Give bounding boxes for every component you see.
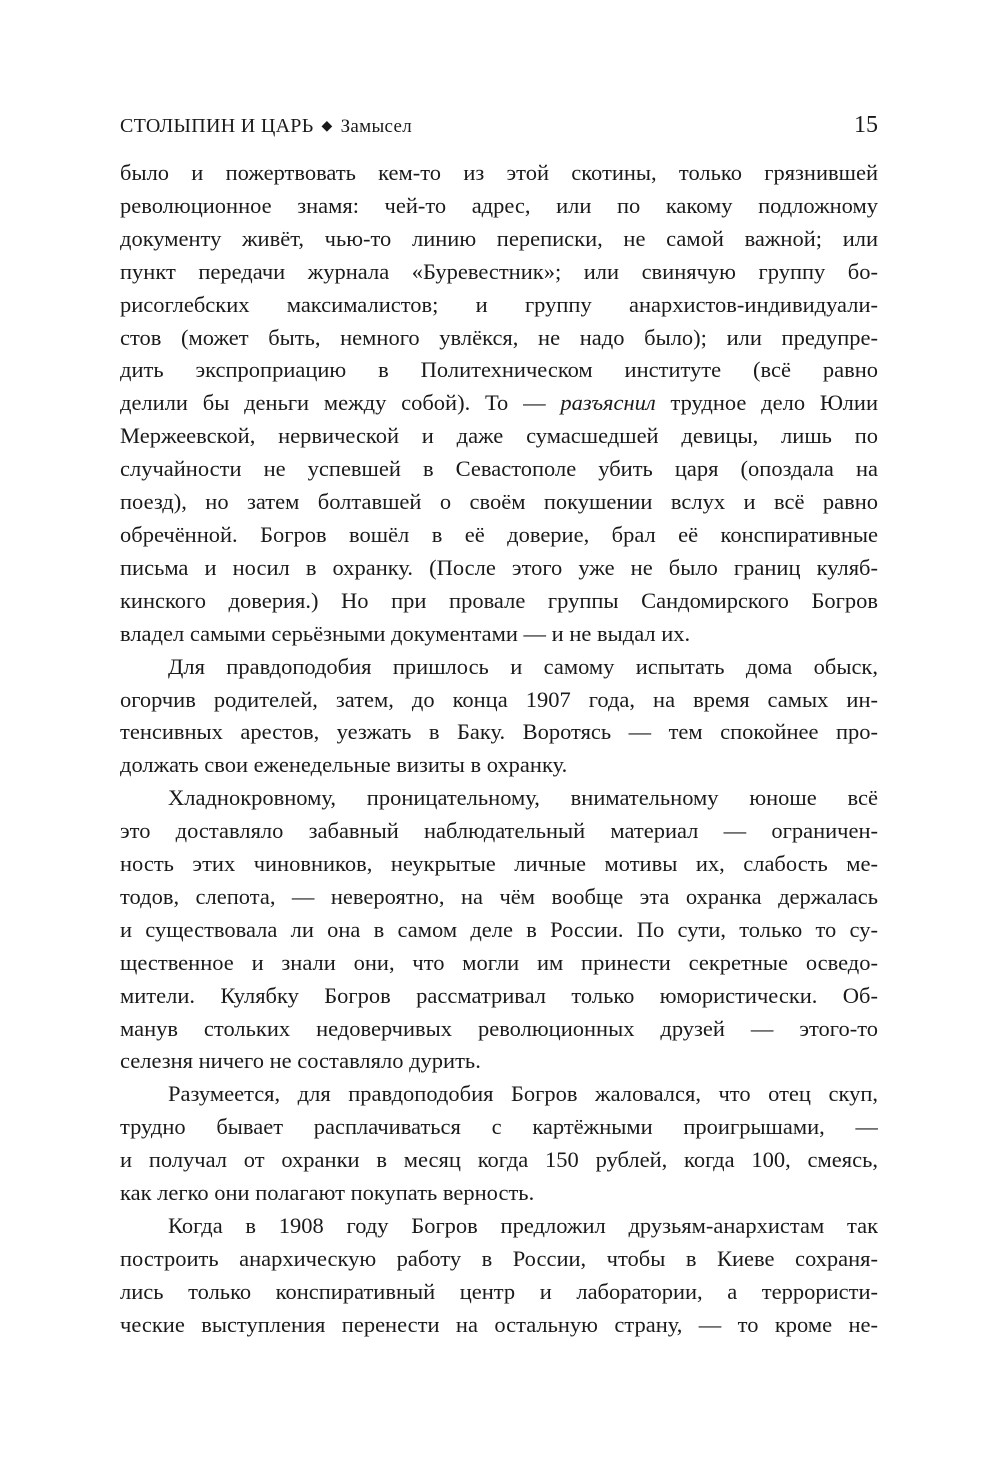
paragraph [120,1078,878,1210]
text-line: Разумеется, для правдоподобия Богров жаловался, что отец скуп, [168,1081,878,1107]
text-line: пункт передачи журнала «Буревестник»; или свинячую группу бо- [120,258,878,284]
text-line: кинского доверия.) Но при провале группы Сандомирского Богров [120,587,878,613]
body-text [120,157,878,1342]
text-line: и существовала ли она в самом деле в России. По сути, только то су- [120,916,878,942]
paragraph [120,157,878,651]
text-line: ческие выступления перенести на остальную страну, — то кроме не- [120,1311,878,1337]
text-line: мители. Кулябку Богров рассматривал только юмористически. Об- [120,982,878,1008]
text-line: манув стольких недоверчивых революционных друзей — этого-то [120,1015,878,1041]
text-line: Для правдоподобия пришлось и самому испытать дома обыск, [168,653,878,679]
text-line: Хладнокровному, проницательному, внимательному юноше всё [168,785,878,811]
text-line: стов (может быть, немного увлёкся, не надо было); или предупре- [120,324,878,350]
text-line: как легко они полагают покупать верность. [120,1180,535,1206]
text-line: Мержеевской, нервической и даже сумасшедшей девицы, лишь по [120,423,878,449]
text-line: тодов, слепота, — невероятно, на чём вообще эта охранка держалась [120,883,878,909]
text-line: ность этих чиновников, неукрытые личные мотивы их, слабость ме- [120,851,878,877]
text-run: делили бы деньги между собой). То — [120,390,561,416]
text-line [120,387,878,420]
text-line: было и пожертвовать кем-то из этой скотины, только грязнившей [120,160,878,185]
text-line: случайности не успевшей в Севастополе убить царя (опоздала на [120,456,878,482]
text-line: лись только конспиративный центр и лаборатории, а террористи- [120,1278,878,1304]
text-line: революционное знамя: чей-то адрес, или по какому подложному [120,192,878,218]
paragraph [120,651,878,783]
text-line: письма и носил в охранку. (После этого уже не было границ куляб- [120,554,878,580]
text-line: огорчив родителей, затем, до конца 1907 года, на время самых ин- [120,686,878,712]
running-head [120,112,878,152]
text-line: и получал от охранки в месяц когда 150 рублей, когда 100, смеясь, [120,1147,878,1173]
text-line: щественное и знали они, что могли им принести секретные осведо- [120,949,878,975]
text-line: тенсивных арестов, уезжать в Баку. Воротясь — тем спокойнее про- [120,719,878,745]
running-head-left [120,115,412,138]
diamond-separator-icon: ◆ [321,119,333,134]
text-line: обречённой. Богров вошёл в её доверие, брал её конспиративные [120,521,878,547]
text-run: трудное дело Юлии [655,390,878,416]
section-title: Замысел [340,116,413,137]
text-line: это доставляло забавный наблюдательный материал — ограничен- [120,818,878,844]
text-line: документу живёт, чью-то линию переписки, не самой важной; или [120,225,878,251]
text-line: дить экспроприацию в Политехническом институте (всё равно [120,357,878,383]
text-line: селезня ничего не составляло дурить. [120,1048,481,1074]
text-line: Когда в 1908 году Богров предложил друзьям-анархистам так [168,1213,878,1238]
text-line: построить анархическую работу в России, чтобы в Киеве сохраня- [120,1245,878,1271]
text-line: владел самыми серьёзными документами — и не выдал их. [120,620,691,646]
text-line: поезд), но затем болтавшей о своём покушении вслух и всё равно [120,489,878,515]
book-title: СТОЛЫПИН И ЦАРЬ [120,115,314,137]
text-line: рисоглебских максималистов; и группу анархистов-индивидуали- [120,291,878,317]
italic-emphasis: разъяснил [560,390,656,416]
text-line: должать свои еженедельные визиты в охранку. [120,752,568,778]
paragraph [120,1210,878,1342]
paragraph [120,782,878,1078]
text-line: трудно бывает расплачиваться с картёжными проигрышами, — [120,1114,878,1140]
page-number: 15 [854,112,878,138]
